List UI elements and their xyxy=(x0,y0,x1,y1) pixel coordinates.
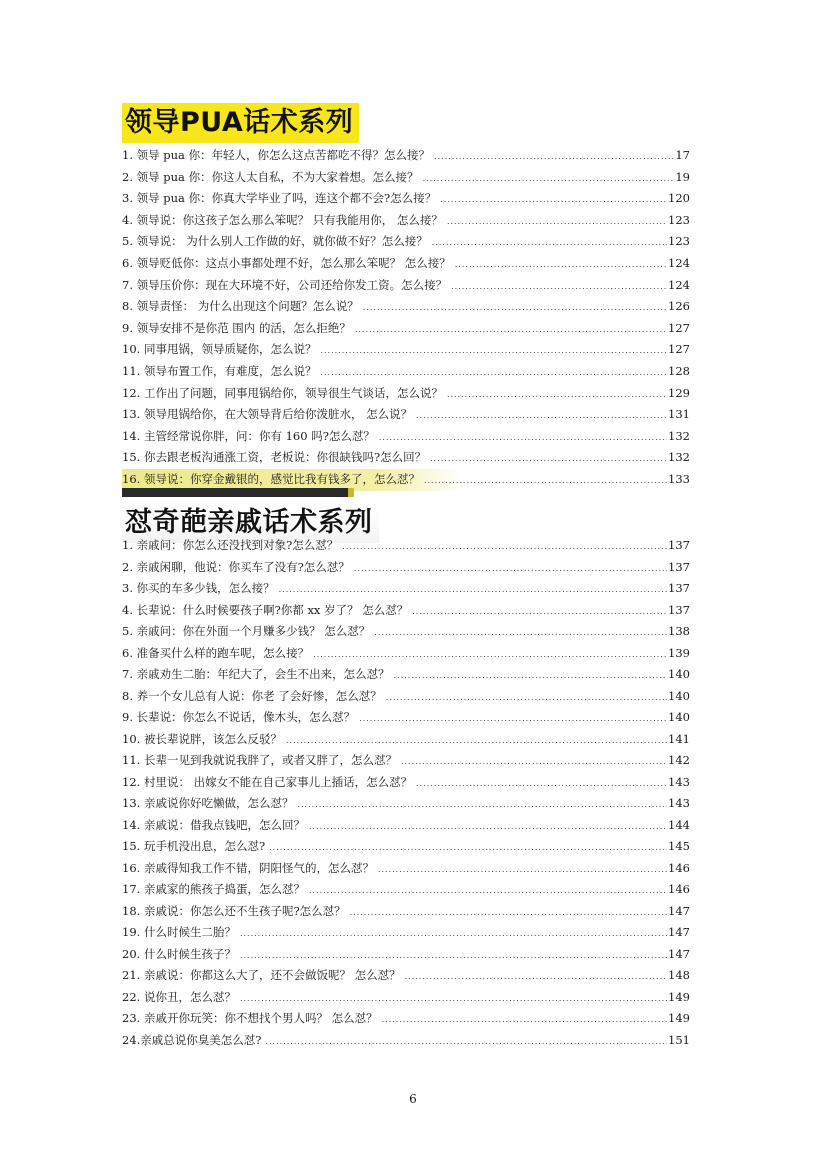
toc-item-page: 137 xyxy=(668,581,690,595)
toc-item-page: 143 xyxy=(668,774,690,789)
toc-item-text: 8. 领导责怪： 为什么出现这个问题？怎么说？ xyxy=(122,299,359,314)
toc-item-text: 13. 亲戚说你好吃懒做，怎么怼？ xyxy=(122,796,294,810)
dot-leader xyxy=(320,340,667,362)
toc-row[interactable] xyxy=(122,772,690,794)
toc-row[interactable] xyxy=(122,426,690,448)
toc-item-text: 20. 什么时候生孩子？ xyxy=(122,946,236,961)
dot-leader xyxy=(432,232,667,254)
toc-item-text: 12. 工作出了问题，同事甩锅给你，领导很生气谈话，怎么说？ xyxy=(122,385,443,400)
dot-leader xyxy=(240,923,667,945)
toc-item-text: 15. 玩手机没出息，怎么怼? xyxy=(122,839,266,853)
toc-item-text: 7. 亲戚劝生二胎：年纪大了，会生不出来，怎么怼？ xyxy=(122,667,390,681)
toc-row[interactable] xyxy=(122,210,690,232)
section-divider-bar xyxy=(122,488,348,497)
toc-item-page: 149 xyxy=(668,989,690,1004)
toc-item-text: 11. 领导布置工作，有难度，怎么说？ xyxy=(122,363,317,378)
dot-leader xyxy=(412,601,667,623)
toc-item-page: 142 xyxy=(668,753,690,767)
dot-leader xyxy=(405,966,667,988)
toc-item-text: 16. 领导说：你穿金戴银的，感觉比我有钱多了，怎么怼？ xyxy=(122,471,420,486)
toc-row[interactable] xyxy=(122,1030,690,1052)
toc-item-page: 146 xyxy=(668,882,690,896)
toc-row[interactable] xyxy=(122,167,690,189)
toc-item-page: 133 xyxy=(668,471,690,486)
toc-item-page: 137 xyxy=(668,538,690,552)
toc-row[interactable] xyxy=(122,621,690,643)
dot-leader xyxy=(386,687,667,709)
toc-item-text: 14. 主管经常说你胖，问：你有 160 吗?怎么怼？ xyxy=(122,428,375,443)
dot-leader xyxy=(313,644,667,666)
toc-item-text: 9. 长辈说：你怎么不说话，像木头，怎么怼？ xyxy=(122,710,356,724)
toc-item-page: 123 xyxy=(668,212,690,227)
toc-item-page: 151 xyxy=(668,1032,690,1047)
toc-row[interactable] xyxy=(122,535,690,557)
toc-item-text: 5. 领导说： 为什么别人工作做的好，就你做不好？怎么接？ xyxy=(122,234,428,249)
toc-row[interactable] xyxy=(122,987,690,1009)
toc-row[interactable] xyxy=(122,145,690,167)
toc-item-page: 120 xyxy=(668,191,690,206)
dot-leader xyxy=(378,859,667,881)
toc-item-text: 6. 领导贬低你：这点小事都处理不好，怎么那么笨呢？ 怎么接？ xyxy=(122,255,451,270)
toc-item-page: 143 xyxy=(668,796,690,810)
toc-item-page: 141 xyxy=(668,731,690,746)
dot-leader xyxy=(430,448,667,470)
dot-leader xyxy=(416,405,667,427)
toc-row[interactable] xyxy=(122,707,690,729)
dot-leader xyxy=(379,427,667,449)
toc-row[interactable] xyxy=(122,318,690,340)
toc-item-page: 127 xyxy=(668,320,690,335)
toc-row[interactable] xyxy=(122,253,690,275)
dot-leader xyxy=(423,168,675,190)
toc-item-page: 132 xyxy=(668,428,690,443)
toc-item-text: 23. 亲戚开你玩笑：你不想找个男人吗？ 怎么怼？ xyxy=(122,1011,378,1025)
dot-leader xyxy=(447,384,667,406)
toc-item-text: 2. 领导 pua 你：你这人太自私，不为大家着想。怎么接？ xyxy=(122,169,419,184)
toc-row[interactable] xyxy=(122,231,690,253)
toc-item-page: 19 xyxy=(675,169,690,184)
toc-item-text: 4. 领导说：你这孩子怎么那么笨呢？ 只有我能用你， 怎么接？ xyxy=(122,212,443,227)
dot-leader xyxy=(309,880,667,902)
toc-row[interactable] xyxy=(122,686,690,708)
toc-item-text: 15. 你去跟老板沟通涨工资，老板说：你很缺钱吗?怎么回？ xyxy=(122,450,427,465)
toc-item-page: 127 xyxy=(668,342,690,357)
toc-item-page: 147 xyxy=(668,946,690,961)
toc-item-page: 126 xyxy=(668,299,690,314)
toc-row[interactable] xyxy=(122,879,690,901)
toc-item-page: 137 xyxy=(668,559,690,574)
dot-leader xyxy=(394,665,667,687)
toc-item-text: 19. 什么时候生二胎？ xyxy=(122,925,236,939)
toc-item-text: 1. 亲戚问：你怎么还没找到对象?怎么怼？ xyxy=(122,538,339,552)
toc-row[interactable] xyxy=(122,643,690,665)
dot-leader xyxy=(354,558,667,580)
toc-item-page: 129 xyxy=(668,385,690,400)
dot-leader xyxy=(265,1031,667,1053)
toc-item-page: 146 xyxy=(668,860,690,875)
dot-leader xyxy=(440,189,667,211)
dot-leader xyxy=(240,945,667,967)
toc-row[interactable] xyxy=(122,600,690,622)
toc-item-page: 139 xyxy=(668,645,690,660)
toc-item-page: 17 xyxy=(675,148,690,162)
dot-leader xyxy=(382,1009,667,1031)
toc-row[interactable] xyxy=(122,361,690,383)
toc-item-page: 147 xyxy=(668,925,690,939)
toc-item-page: 148 xyxy=(668,968,690,982)
toc-row[interactable] xyxy=(122,858,690,880)
toc-item-text: 2. 亲戚闲聊，他说：你买车了没有?怎么怼？ xyxy=(122,559,350,574)
toc-row[interactable] xyxy=(122,944,690,966)
toc-list-relatives xyxy=(122,535,690,1051)
dot-leader xyxy=(320,362,667,384)
dot-leader xyxy=(279,579,667,601)
toc-item-page: 145 xyxy=(668,839,690,853)
dot-leader xyxy=(401,751,667,773)
toc-row[interactable] xyxy=(122,664,690,686)
dot-leader xyxy=(309,816,667,838)
toc-row[interactable] xyxy=(122,729,690,751)
toc-item-page: 124 xyxy=(668,277,690,292)
toc-row[interactable] xyxy=(122,965,690,987)
dot-leader xyxy=(286,730,667,752)
dot-leader xyxy=(342,536,667,558)
toc-item-page: 138 xyxy=(668,624,690,638)
toc-row[interactable] xyxy=(122,793,690,815)
toc-item-text: 6. 准备买什么样的跑车呢，怎么接？ xyxy=(122,645,310,660)
toc-row[interactable] xyxy=(122,339,690,361)
toc-item-text: 3. 你买的车多少钱，怎么接？ xyxy=(122,581,275,595)
section-title-relatives: 怼奇葩亲戚话术系列 xyxy=(122,503,379,543)
toc-item-text: 13. 领导甩锅给你，在大领导背后给你泼脏水， 怎么说？ xyxy=(122,407,413,422)
toc-row[interactable] xyxy=(122,815,690,837)
toc-item-page: 123 xyxy=(668,234,690,249)
toc-item-text: 17. 亲戚家的熊孩子捣蛋，怎么怼？ xyxy=(122,882,305,896)
toc-item-text: 11. 长辈一见到我就说我胖了，或者又胖了，怎么怼？ xyxy=(122,753,397,767)
toc-item-text: 9. 领导安排不是你范 围内 的活，怎么拒绝？ xyxy=(122,320,351,335)
toc-row[interactable] xyxy=(122,901,690,923)
toc-item-text: 16. 亲戚得知我工作不错，阴阳怪气的，怎么怼？ xyxy=(122,860,374,875)
dot-leader xyxy=(350,902,667,924)
toc-row[interactable] xyxy=(122,557,690,579)
toc-item-page: 149 xyxy=(668,1011,690,1025)
toc-item-page: 131 xyxy=(668,407,690,422)
page-number: 6 xyxy=(409,1092,417,1106)
toc-row[interactable] xyxy=(122,578,690,600)
toc-item-page: 144 xyxy=(668,817,690,832)
toc-item-text: 24.亲戚总说你臭美怎么怼? xyxy=(122,1032,262,1047)
toc-item-page: 140 xyxy=(668,688,690,703)
toc-item-page: 124 xyxy=(668,255,690,270)
dot-leader xyxy=(269,837,667,859)
toc-row[interactable] xyxy=(122,296,690,318)
dot-leader xyxy=(447,211,667,233)
section-title-leader-pua: 领导PUA话术系列 xyxy=(122,103,359,143)
toc-item-text: 8. 养一个女儿总有人说：你老 了会好惨，怎么怼？ xyxy=(122,688,382,703)
toc-item-text: 21. 亲戚说：你都这么大了，还不会做饭呢？ 怎么怼？ xyxy=(122,968,401,982)
toc-item-text: 18. 亲戚说：你怎么还不生孩子呢?怎么怼？ xyxy=(122,903,346,918)
toc-row[interactable] xyxy=(122,383,690,405)
toc-item-page: 128 xyxy=(668,363,690,378)
toc-row[interactable] xyxy=(122,275,690,297)
dot-leader xyxy=(359,708,667,730)
toc-row[interactable] xyxy=(122,836,690,858)
toc-item-page: 132 xyxy=(668,450,690,465)
toc-item-text: 3. 领导 pua 你：你真大学毕业了吗，连这个都不会?怎么接？ xyxy=(122,191,437,206)
toc-row[interactable] xyxy=(122,922,690,944)
toc-item-text: 10. 同事甩锅，领导质疑你，怎么说？ xyxy=(122,342,317,357)
toc-item-page: 147 xyxy=(668,903,690,918)
toc-list-leader-pua xyxy=(122,145,690,491)
toc-row[interactable] xyxy=(122,188,690,210)
dot-leader xyxy=(455,254,667,276)
toc-row[interactable] xyxy=(122,1008,690,1030)
toc-item-text: 7. 领导压价你：现在大环境不好，公司还给你发工资。怎么接？ xyxy=(122,277,448,292)
toc-row[interactable] xyxy=(122,404,690,426)
dot-leader xyxy=(424,470,667,492)
toc-item-text: 22. 说你丑，怎么怼？ xyxy=(122,989,236,1004)
dot-leader xyxy=(434,146,674,168)
toc-row[interactable] xyxy=(122,750,690,772)
toc-item-text: 5. 亲戚问：你在外面一个月赚多少钱？ 怎么怼？ xyxy=(122,624,371,638)
dot-leader xyxy=(297,794,667,816)
toc-item-text: 4. 长辈说：什么时候要孩子啊?你都 xx 岁了？ 怎么怼？ xyxy=(122,602,409,617)
toc-item-text: 1. 领导 pua 你：年轻人，你怎么这点苦都吃不得？怎么接？ xyxy=(122,148,431,162)
toc-item-page: 140 xyxy=(668,667,690,681)
dot-leader xyxy=(416,773,667,795)
dot-leader xyxy=(363,297,667,319)
dot-leader xyxy=(374,622,667,644)
toc-item-text: 12. 村里说： 出嫁女不能在自己家事儿上插话，怎么怼？ xyxy=(122,774,413,789)
toc-row[interactable] xyxy=(122,447,690,469)
toc-item-text: 10. 被长辈说胖，该怎么反驳？ xyxy=(122,731,282,746)
toc-item-page: 140 xyxy=(668,710,690,724)
dot-leader xyxy=(355,319,667,341)
toc-item-page: 137 xyxy=(668,602,690,617)
dot-leader xyxy=(451,276,667,298)
dot-leader xyxy=(240,988,667,1010)
toc-item-text: 14. 亲戚说：借我点钱吧，怎么回？ xyxy=(122,817,305,832)
